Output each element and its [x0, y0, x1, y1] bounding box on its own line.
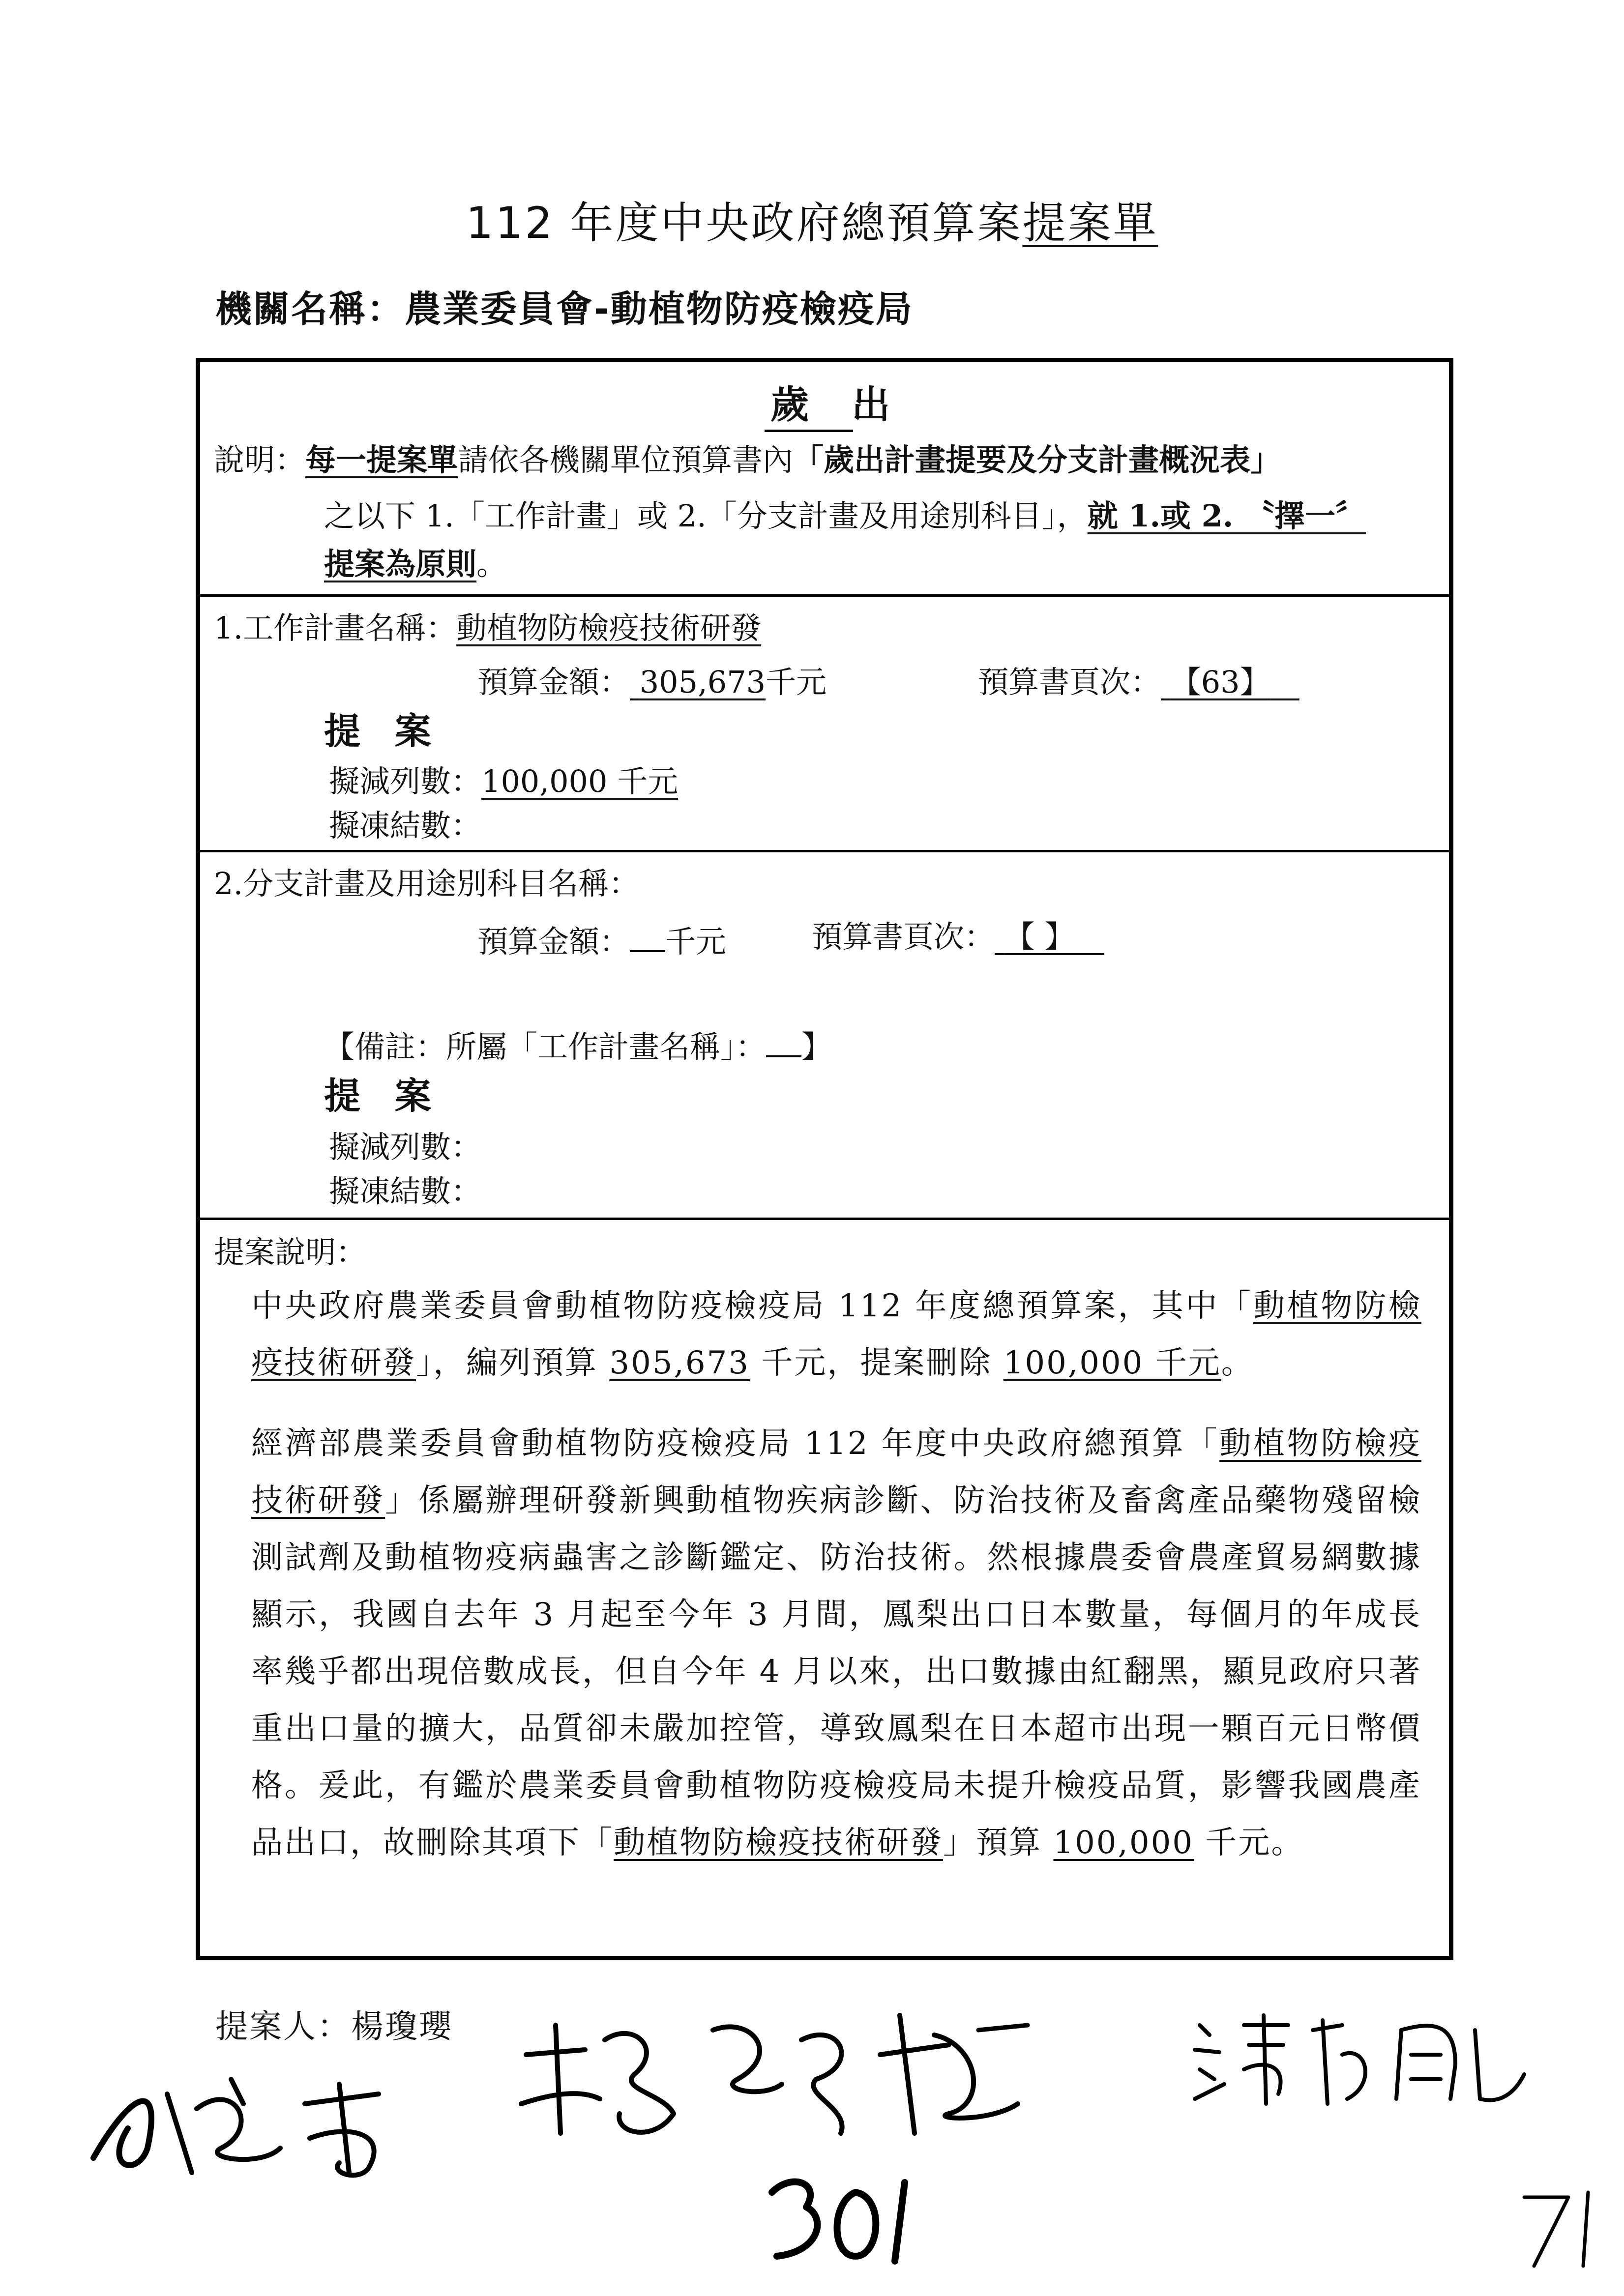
branch-page-value: 【 】: [1004, 919, 1075, 955]
instructions-choose-one: 就 1.或 2. 〝擇一〞: [1087, 498, 1366, 534]
work-plan-page-line: 預算書頁次： 【63】: [978, 667, 1299, 698]
explanation-p1-budget: 305,673: [609, 1345, 750, 1381]
work-plan-name: 動植物防檢疫技術研發: [456, 610, 762, 646]
work-plan-budget-amount: 305,673: [639, 664, 766, 700]
work-plan-budget-line: 預算金額： 305,673千元: [477, 664, 827, 700]
instructions-line-2: 之以下 1.「工作計畫」或 2.「分支計畫及用途別科目」，就 1.或 2. 〝擇一〞: [324, 498, 1366, 534]
instructions-line-1: 說明：每一提案單請依各機關單位預算書內「歲出計畫提要及分支計畫概況表」: [214, 442, 1281, 478]
work-plan-proposal-heading: 提 案: [324, 710, 442, 753]
explanation-p2-amount: 100,000: [1053, 1825, 1194, 1861]
handwritten-corner-mark: [1514, 2178, 1613, 2276]
explanation-p2-plan-again: 動植物防檢疫技術研發: [614, 1825, 943, 1861]
proposal-form: [196, 358, 1453, 1960]
work-plan-page-value: 【63】: [1170, 664, 1270, 700]
explanation-p1-cut: 100,000 千元: [1003, 1345, 1221, 1381]
section-header: 歲 出: [770, 382, 905, 427]
branch-plan-reduce-line: 擬減列數：: [329, 1129, 482, 1165]
branch-budget-blank: [630, 922, 665, 952]
branch-note-blank: [766, 1027, 801, 1057]
branch-plan-page-line: 預算書頁次： 【 】: [812, 922, 1104, 952]
instructions-principle: 提案為原則: [324, 546, 477, 582]
branch-plan-freeze-line: 擬凍結數：: [329, 1173, 482, 1209]
work-plan-reduce-line: 擬減列數：100,000 千元: [329, 763, 679, 799]
divider-1: [200, 594, 1449, 597]
instructions-table-name: 「歲出計畫提要及分支計畫概況表」: [793, 442, 1281, 478]
svg-text:301: 301: [757, 2273, 758, 2274]
explanation-p2-plan: 動植物防檢疫技術研發: [251, 1425, 1421, 1519]
svg-text:71: 71: [1514, 2273, 1515, 2274]
document-title: 112 年度中央政府總預算案提案單: [466, 198, 1158, 248]
agency-name: 機關名稱：農業委員會-動植物防疫檢疫局: [215, 288, 914, 330]
handwritten-page-stamp: [757, 2163, 924, 2276]
proposer: 提案人：楊瓊瓔: [215, 2007, 453, 2045]
branch-plan-note: 【備註：所屬「工作計畫名稱」： 】: [324, 1027, 832, 1062]
signature-1: [74, 2050, 447, 2197]
work-plan-freeze-line: 擬凍結數：: [329, 808, 482, 843]
explanation-label: 提案說明：: [214, 1234, 367, 1270]
work-plan-reduce-value: 100,000 千元: [481, 763, 679, 799]
header-underline: [765, 430, 853, 432]
branch-plan-budget-line: 預算金額： 千元: [477, 922, 726, 957]
title-underlined: 提案單: [1022, 198, 1158, 248]
instructions-line-3: 提案為原則。: [324, 546, 507, 582]
explanation-paragraph-2: 經濟部農業委員會動植物防疫檢疫局 112 年度中央政府總預算「動植物防檢疫技術研發」係屬辦理研發新興動植物疾病診斷、防治技術及畜禽產品藥物殘留檢測試劑及動植物疫病蟲害之診斷鑑定、防治技術。然根據農委會農產貿易網數據顯示，我國自去年 3 月起至今年 3 月間，鳳梨出口日本數量，每個月的年成長率幾乎都出現倍數成長，但自今年 4 月以來，出口數據由紅翻黑，顯見政府只著重出口量的擴大，品質卻未嚴加控管，導致鳳梨在日本超市出現一顆百元日幣價格。爰此，有鑑於農業委員會動植物防疫檢疫局未提升檢疫品質，影響我國農產品出口，故刪除其項下「動植物防檢疫技術研發」預算 100,000 千元。: [251, 1425, 1422, 1861]
divider-2: [200, 850, 1449, 852]
divider-3: [200, 1218, 1449, 1220]
signature-3: [1180, 2005, 1544, 2114]
instructions-each-form: 每一提案單: [305, 442, 458, 478]
branch-plan-label: 2.分支計畫及用途別科目名稱：: [214, 866, 640, 901]
work-plan-line: 1.工作計畫名稱：動植物防檢疫技術研發: [214, 610, 762, 646]
explanation-paragraph-1: 中央政府農業委員會動植物防疫檢疫局 112 年度總預算案，其中「動植物防檢疫技術研發」，編列預算 305,673 千元，提案刪除 100,000 千元。: [251, 1288, 1422, 1381]
signature-2: [506, 1996, 1126, 2182]
branch-plan-proposal-heading: 提 案: [324, 1075, 442, 1117]
explanation-p1-plan: 動植物防檢疫技術研發: [251, 1288, 1422, 1381]
